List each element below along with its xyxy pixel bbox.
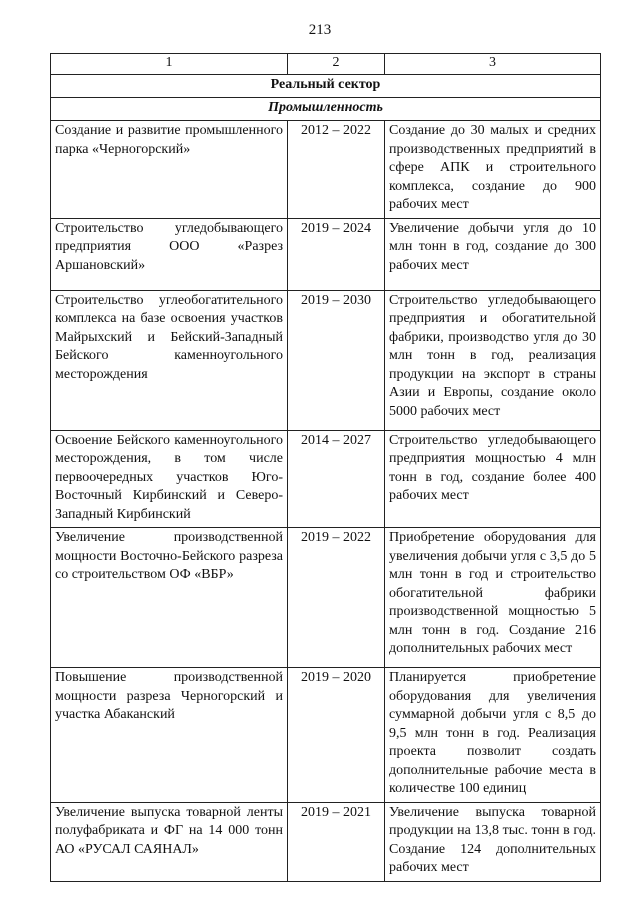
- projects-table: [50, 53, 601, 882]
- column-number: 2: [288, 54, 385, 75]
- column-number: 3: [385, 54, 601, 75]
- table-row: [51, 668, 601, 803]
- column-number: 1: [51, 54, 288, 75]
- page-number: 213: [308, 22, 332, 38]
- period-cell: 2014 – 2027: [288, 430, 385, 528]
- period-cell: 2012 – 2022: [288, 121, 385, 219]
- table-row: [51, 218, 601, 290]
- section-row: [51, 75, 601, 98]
- project-cell: Создание и развитие промышленного парка «Черногорский»: [51, 121, 288, 219]
- result-cell: Планируется приобретение оборудования для увеличения суммарной добычи угля с 8,5 до 9,5 млн тонн в год. Реализация проекта позволит создать дополнительные рабочие места в количестве 100 единиц: [385, 668, 601, 803]
- section-heading: Реальный сектор: [51, 75, 601, 98]
- result-cell: Строительство угледобывающего предприятия и обогатительной фабрики, производство угля до 30 млн тонн в год, реализация продукции на экспорт в страны Азии и Европы, создание около 5000 рабочих мест: [385, 290, 601, 430]
- table-row: [51, 528, 601, 668]
- table-row: [51, 121, 601, 219]
- project-cell: Освоение Бейского каменноугольного месторождения, в том числе первоочередных участков Юго-Восточный Кирбинский и Северо-Западный Кирбинский: [51, 430, 288, 528]
- result-cell: Приобретение оборудования для увеличения добычи угля с 3,5 до 5 млн тонн в год и строительство обогатительной фабрики производственной мощностью 5 млн тонн в год. Создание 216 дополнительных рабочих мест: [385, 528, 601, 668]
- table-row: [51, 290, 601, 430]
- period-cell: 2019 – 2030: [288, 290, 385, 430]
- table-row: [51, 430, 601, 528]
- subsection-heading: Промышленность: [51, 98, 601, 121]
- project-cell: Повышение производственной мощности разреза Черногорский и участка Абаканский: [51, 668, 288, 803]
- column-number-row: [51, 54, 601, 75]
- project-cell: Увеличение производственной мощности Восточно-Бейского разреза со строительством ОФ «ВБР»: [51, 528, 288, 668]
- period-cell: 2019 – 2021: [288, 802, 385, 881]
- result-cell: Увеличение выпуска товарной продукции на 13,8 тыс. тонн в год. Создание 124 дополнительных рабочих мест: [385, 802, 601, 881]
- table-row: [51, 802, 601, 881]
- project-cell: Строительство угледобывающего предприятия ООО «Разрез Аршановский»: [51, 218, 288, 290]
- project-cell: Строительство углеобогатительного комплекса на базе освоения участков Майрыхский и Бейский-Западный Бейского каменноугольного месторождения: [51, 290, 288, 430]
- period-cell: 2019 – 2022: [288, 528, 385, 668]
- period-cell: 2019 – 2024: [288, 218, 385, 290]
- period-cell: 2019 – 2020: [288, 668, 385, 803]
- project-cell: Увеличение выпуска товарной ленты полуфабриката и ФГ на 14 000 тонн АО «РУСАЛ САЯНАЛ»: [51, 802, 288, 881]
- result-cell: Увеличение добычи угля до 10 млн тонн в год, создание до 300 рабочих мест: [385, 218, 601, 290]
- subsection-row: [51, 98, 601, 121]
- result-cell: Создание до 30 малых и средних производственных предприятий в сфере АПК и строительного комплекса, создание до 900 рабочих мест: [385, 121, 601, 219]
- result-cell: Строительство угледобывающего предприятия мощностью 4 млн тонн в год, создание более 400 рабочих мест: [385, 430, 601, 528]
